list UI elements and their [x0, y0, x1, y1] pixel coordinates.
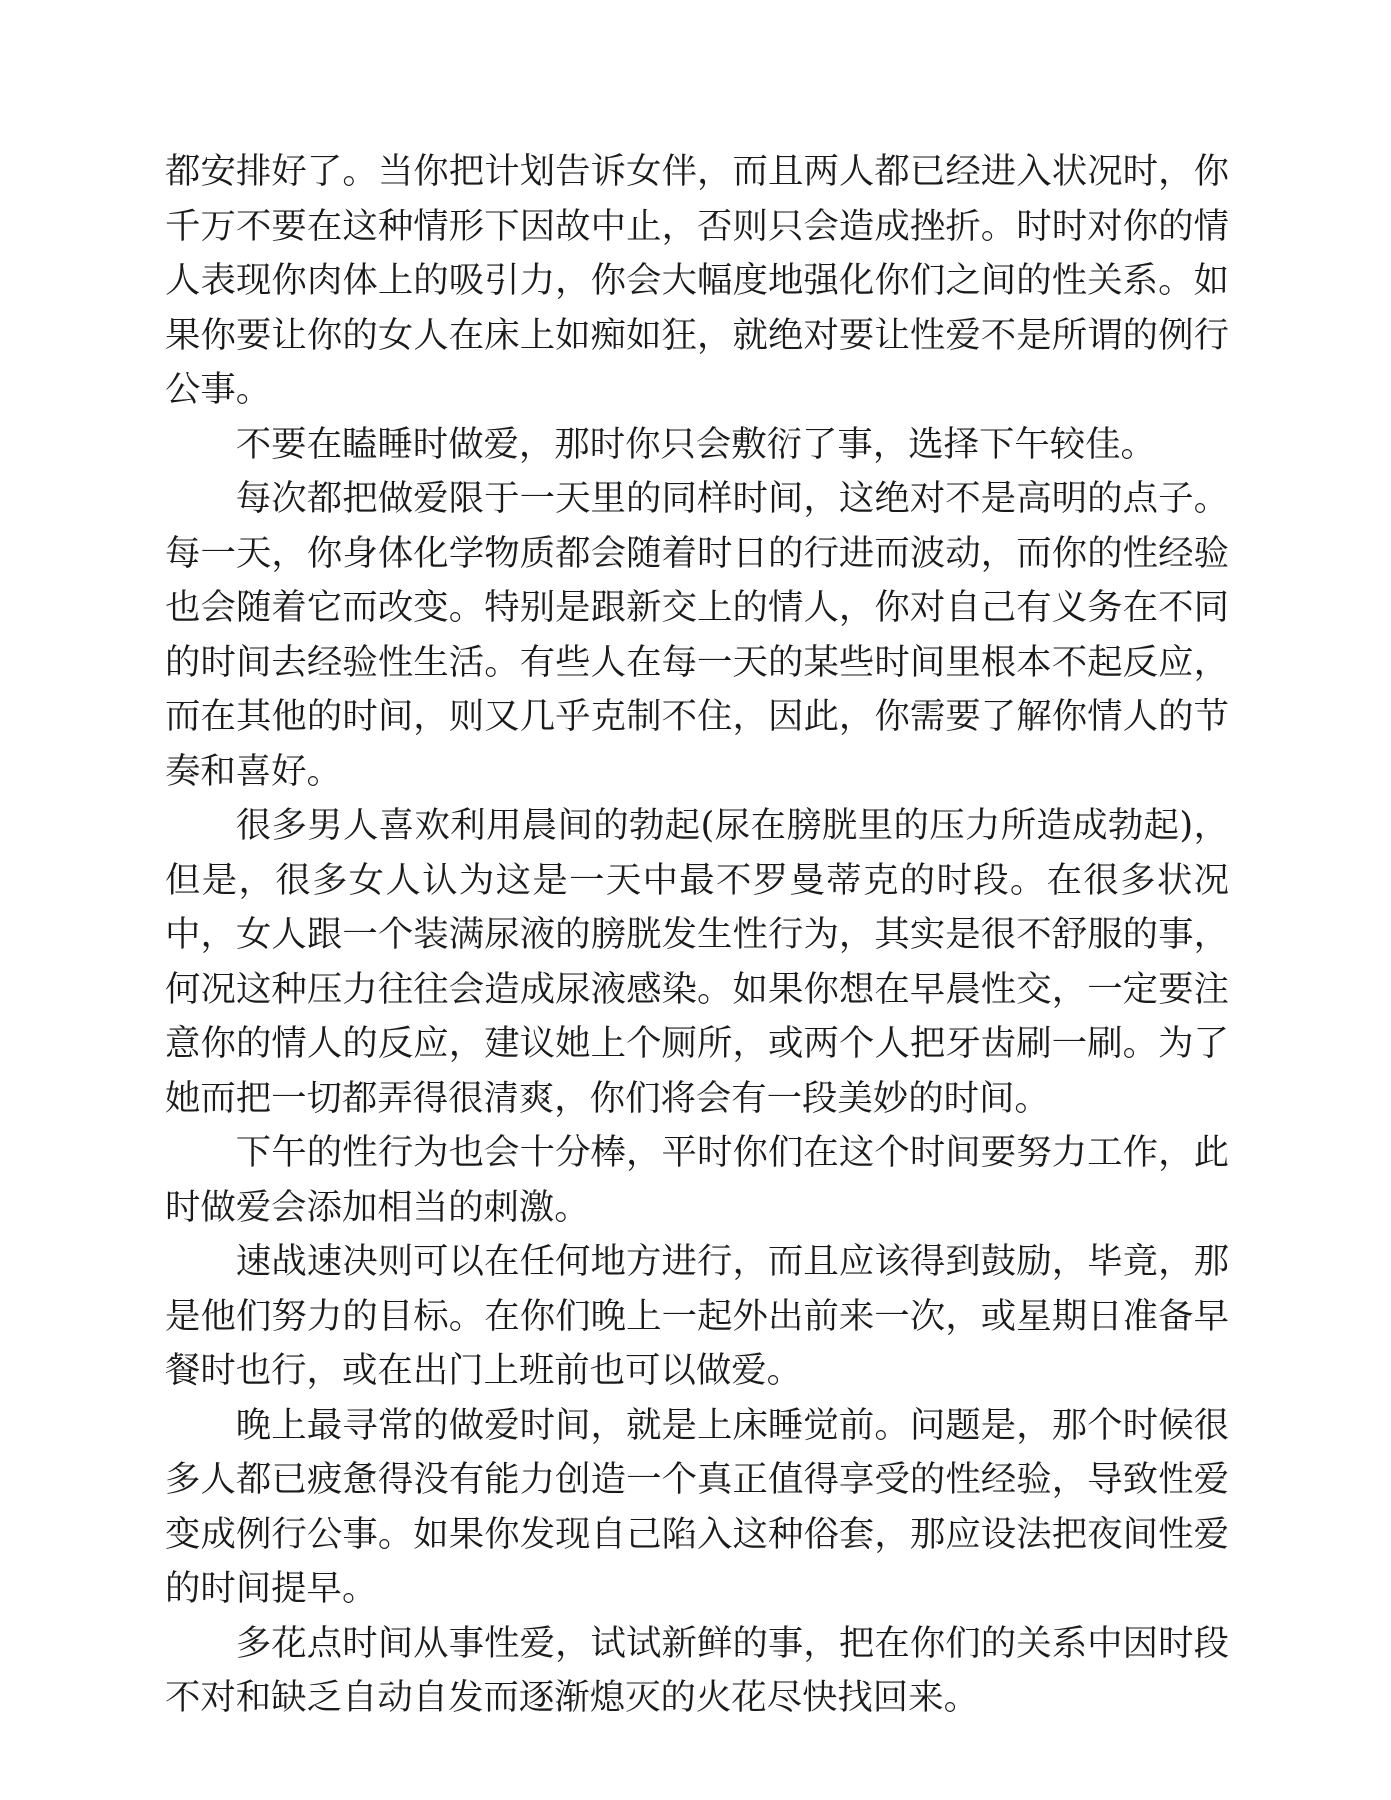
- paragraph-8: 多花点时间从事性爱，试试新鲜的事，把在你们的关系中因时段不对和缺乏自动自发而逐渐熄灭的火花尽快找回来。: [165, 1622, 1229, 1718]
- paragraph-2: 不要在瞌睡时做爱，那时你只会敷衍了事，选择下午较佳。: [235, 423, 1156, 465]
- paragraph-7: 晚上最寻常的做爱时间，就是上床睡觉前。问题是，那个时候很多人都已疲惫得没有能力创造一个真正值得享受的性经验，导致性爱变成例行公事。如果你发现自己陷入这种俗套，那应设法把夜间性爱的时间提早。: [165, 1404, 1229, 1609]
- paragraph-6: 速战速决则可以在任何地方进行，而且应该得到鼓励，毕竟，那是他们努力的目标。在你们晚上一起外出前来一次，或星期日准备早餐时也行，或在出门上班前也可以做爱。: [165, 1241, 1229, 1391]
- document-page: [165, 145, 1229, 1726]
- paragraph-1: 都安排好了。当你把计划告诉女伴，而且两人都已经进入状况时，你千万不要在这种情形下因故中止，否则只会造成挫折。时时对你的情人表现你肉体上的吸引力，你会大幅度地强化你们之间的性关系。如果你要让你的女人在床上如痴如狂，就绝对要让性爱不是所谓的例行公事。: [165, 151, 1229, 410]
- paragraph-5: 下午的性行为也会十分棒，平时你们在这个时间要努力工作，此时做爱会添加相当的刺激。: [165, 1132, 1229, 1228]
- paragraph-4: 很多男人喜欢利用晨间的勃起(尿在膀胱里的压力所造成勃起)，但是，很多女人认为这是一天中最不罗曼蒂克的时段。在很多状况中，女人跟一个装满尿液的膀胱发生性行为，其实是很不舒服的事，何况这种压力往往会造成尿液感染。如果你想在早晨性交，一定要注意你的情人的反应，建议她上个厕所，或两个人把牙齿刷一刷。为了她而把一切都弄得很清爽，你们将会有一段美妙的时间。: [165, 805, 1229, 1119]
- paragraph-3: 每次都把做爱限于一天里的同样时间，这绝对不是高明的点子。每一天，你身体化学物质都会随着时日的行进而波动，而你的性经验也会随着它而改变。特别是跟新交上的情人，你对自己有义务在不同的时间去经验性生活。有些人在每一天的某些时间里根本不起反应，而在其他的时间，则又几乎克制不住，因此，你需要了解你情人的节奏和喜好。: [165, 478, 1229, 792]
